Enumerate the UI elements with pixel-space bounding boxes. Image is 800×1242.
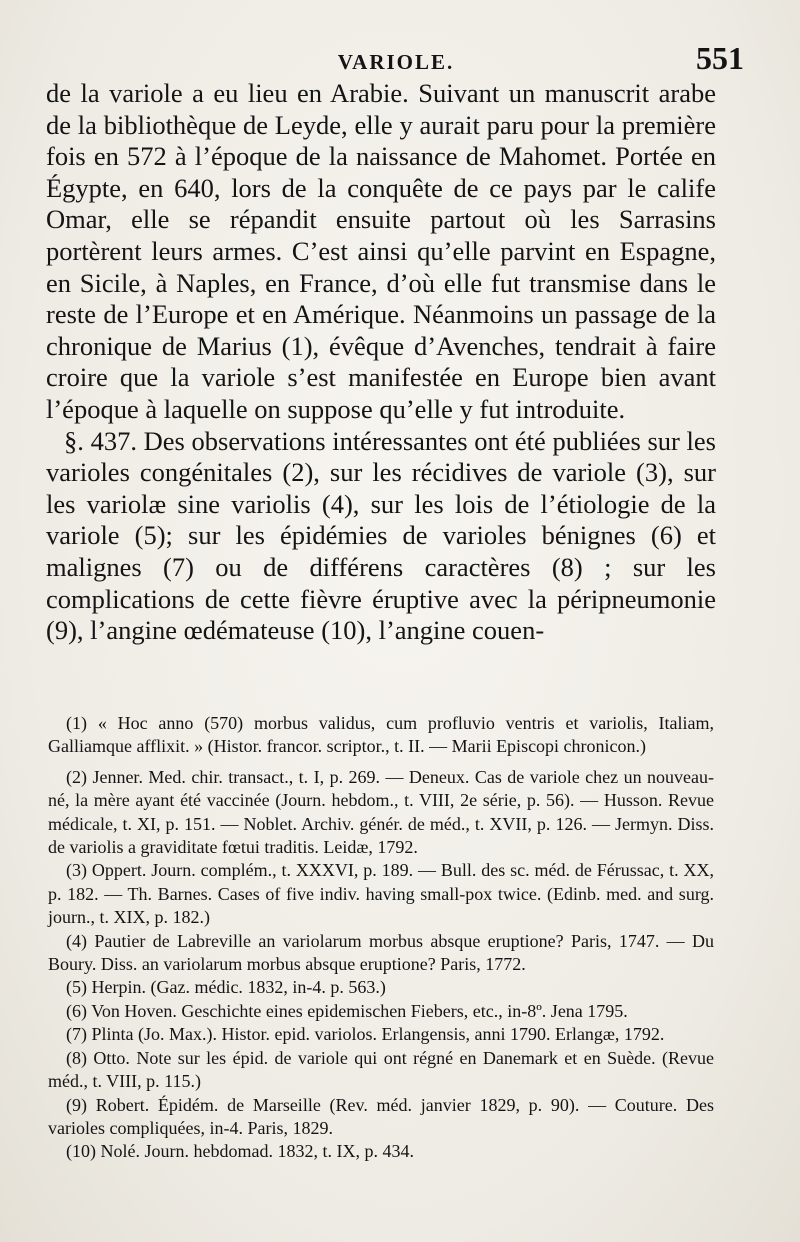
- footnotes: [48, 712, 714, 1164]
- running-head: VARIOLE.: [337, 50, 455, 74]
- footnote-10: [48, 1140, 714, 1163]
- footnote-number: (8): [66, 1047, 87, 1068]
- footnote-text: « Hoc anno (570) morbus validus, cum profluvio ventris et variolis, Italiam, Galliamque afflixit. » (Histor. francor. scriptor., t. II. — Marii Episcopi chronicon.): [48, 713, 715, 757]
- footnote-number: (6): [66, 1000, 87, 1021]
- footnote-text: Von Hoven. Geschichte eines epidemischen Fiebers, etc., in-8º. Jena 1795.: [91, 1000, 628, 1021]
- footnote-9: [48, 1094, 714, 1141]
- footnote-text: Pautier de Labreville an variolarum morbus absque eruptione? Paris, 1747. — Du Boury. Diss. an variolarum morbus absque eruptione? Paris, 1772.: [48, 930, 715, 975]
- footnote-5: [48, 976, 714, 999]
- footnote-6: [48, 1000, 714, 1023]
- footnote-text: Plinta (Jo. Max.). Histor. epid. variolos. Erlangensis, anni 1790. Erlangæ, 1792.: [91, 1024, 665, 1045]
- footnote-text: Herpin. (Gaz. médic. 1832, in-4. p. 563.): [91, 977, 386, 998]
- footnote-text: Oppert. Journ. complém., t. XXXVI, p. 189. — Bull. des sc. méd. de Férussac, t. XX, p. 182. — Th. Barnes. Cases of five indiv. having small-pox twice. (Edinb. med. and surg. journ., t. XIX, p. 182.): [48, 860, 715, 928]
- footnote-text: Nolé. Journ. hebdomad. 1832, t. IX, p. 434.: [100, 1141, 414, 1162]
- footnote-number: (1): [66, 713, 87, 733]
- main-text: [46, 78, 716, 647]
- footnote-number: (7): [66, 1024, 87, 1045]
- footnote-3: [48, 859, 714, 929]
- footnote-4: [48, 930, 714, 977]
- footnote-number: (4): [66, 930, 87, 951]
- footnote-number: (10): [66, 1141, 96, 1162]
- footnote-number: (3): [66, 860, 87, 881]
- page-header: [48, 40, 744, 80]
- footnote-number: (9): [66, 1094, 87, 1115]
- footnote-7: [48, 1023, 714, 1046]
- footnote-number: (5): [66, 977, 87, 998]
- footnote-1: [48, 712, 714, 759]
- footnote-text: Jenner. Med. chir. transact., t. I, p. 269. — Deneux. Cas de variole chez un nouveau-né, la mère ayant été vaccinée (Journ. hebdom., t. VIII, 2e série, p. 56). — Husson. Revue médicale, t. XI, p. 151. — Noblet. Archiv. génér. de méd., t. XVII, p. 126. — Jermyn. Diss. de variolis a graviditate fœtui traditis. Leidæ, 1792.: [48, 766, 714, 858]
- footnote-text: Otto. Note sur les épid. de variole qui ont régné en Danemark et en Suède. (Revue méd., t. VIII, p. 115.): [48, 1047, 715, 1092]
- footnote-2: [48, 766, 714, 860]
- footnote-8: [48, 1047, 714, 1094]
- paragraph: de la variole a eu lieu en Arabie. Suivant un manuscrit arabe de la bibliothèque de Leyde, elle y aurait paru pour la première fois en 572 à l’époque de la naissance de Mahomet. Portée en Égypte, en 640, lors de la conquête de ce pays par le calife Omar, elle se répandit ensuite partout où les Sarrasins portèrent leurs armes. C’est ainsi qu’elle parvint en Espagne, en Sicile, à Naples, en France, d’où elle fut transmise dans le reste de l’Europe et en Amérique. Néanmoins un passage de la chronique de Marius (1), évêque d’Avenches, tendrait à faire croire que la variole s’est manifestée en Europe bien avant l’époque à laquelle on suppose qu’elle y fut introduite.: [46, 78, 716, 424]
- paragraph: §. 437. Des observations intéressantes ont été publiées sur les varioles congénitales (2), sur les récidives de variole (3), sur les variolæ sine variolis (4), sur les lois de l’étiologie de la variole (5); sur les épidémies de varioles bénignes (6) et malignes (7) ou de différens caractères (8) ; sur les complications de cette fièvre éruptive avec la péripneumonie (9), l’angine œdémateuse (10), l’angine couen-: [46, 425, 716, 646]
- footnote-number: (2): [66, 766, 87, 787]
- page-number: 551: [696, 40, 744, 76]
- footnote-text: Robert. Épidém. de Marseille (Rev. méd. janvier 1829, p. 90). — Couture. Des varioles compliquées, in-4. Paris, 1829.: [48, 1094, 715, 1138]
